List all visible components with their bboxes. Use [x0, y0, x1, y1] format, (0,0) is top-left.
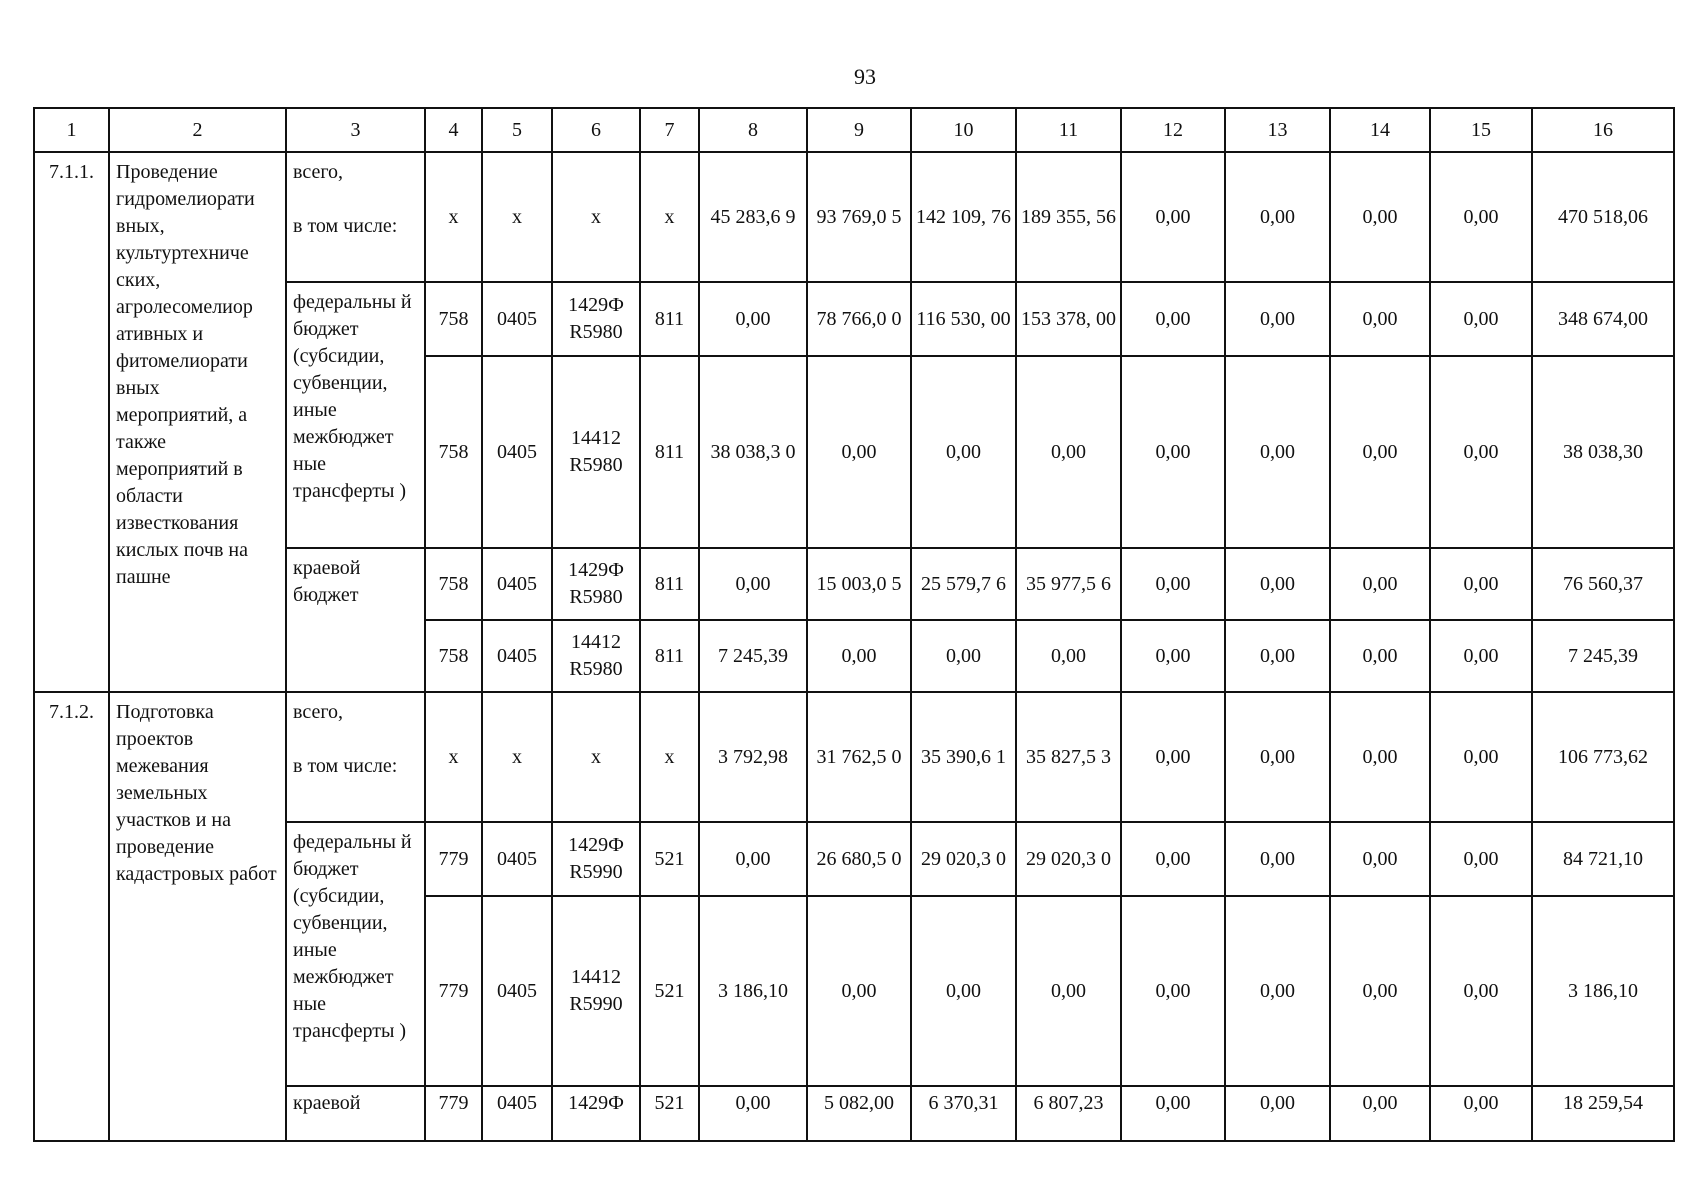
cell: 0405	[482, 896, 552, 1086]
cell: 29 020,3 0	[911, 822, 1016, 896]
cell: 1429Ф R5980	[552, 282, 640, 356]
header-cell: 5	[482, 108, 552, 152]
cell: 0,00	[1430, 356, 1532, 548]
cell: 6 807,23	[1016, 1086, 1121, 1141]
incl-label: в том числе:	[293, 215, 398, 237]
cell: 0405	[482, 1086, 552, 1141]
cell: 0,00	[1225, 1086, 1330, 1141]
cell: 758	[425, 620, 482, 692]
cell: 116 530, 00	[911, 282, 1016, 356]
table-row	[34, 692, 1674, 822]
cell: x	[552, 152, 640, 282]
cell: 0405	[482, 282, 552, 356]
cell: 78 766,0 0	[807, 282, 911, 356]
cell: 811	[640, 282, 699, 356]
cell: 758	[425, 282, 482, 356]
federal-budget-label: федеральны й бюджет (субсидии, субвенции, иные межбюджет ные трансферты )	[286, 282, 425, 548]
cell: 0,00	[1225, 822, 1330, 896]
cell: 14412 R5980	[552, 620, 640, 692]
cell: 0,00	[1330, 152, 1430, 282]
cell: x	[640, 692, 699, 822]
cell: 7 245,39	[699, 620, 807, 692]
cell: 0,00	[1225, 692, 1330, 822]
item-title: Проведение гидромелиорати вных, культуртехниче ских, агролесомелиор ативных и фитомелиорати вных мероприятий, а также мероприятий в области известкования кислых почв на пашне	[109, 152, 286, 692]
cell: 811	[640, 356, 699, 548]
cell: 0,00	[1225, 548, 1330, 620]
cell: 5 082,00	[807, 1086, 911, 1141]
cell: 779	[425, 1086, 482, 1141]
cell: 0,00	[807, 356, 911, 548]
cell: 18 259,54	[1532, 1086, 1674, 1141]
cell: 0,00	[1016, 356, 1121, 548]
cell: 0,00	[1121, 1086, 1225, 1141]
cell: 15 003,0 5	[807, 548, 911, 620]
header-cell: 13	[1225, 108, 1330, 152]
cell: 0,00	[1121, 896, 1225, 1086]
header-cell: 8	[699, 108, 807, 152]
cell: x	[482, 152, 552, 282]
cell: x	[640, 152, 699, 282]
cell: 0,00	[1430, 152, 1532, 282]
cell: 470 518,06	[1532, 152, 1674, 282]
cell: 0,00	[1225, 896, 1330, 1086]
header-cell: 11	[1016, 108, 1121, 152]
cell: 1429Ф R5980	[552, 548, 640, 620]
cell: 0,00	[699, 282, 807, 356]
header-cell: 1	[34, 108, 109, 152]
cell: 76 560,37	[1532, 548, 1674, 620]
table-row	[34, 152, 1674, 282]
cell: 0,00	[1330, 896, 1430, 1086]
cell: 0,00	[807, 620, 911, 692]
cell: 0,00	[1330, 692, 1430, 822]
cell: 25 579,7 6	[911, 548, 1016, 620]
cell: 0,00	[1430, 620, 1532, 692]
cell: 38 038,3 0	[699, 356, 807, 548]
cell: 0,00	[911, 896, 1016, 1086]
cell: 38 038,30	[1532, 356, 1674, 548]
cell: x	[552, 692, 640, 822]
cell: 31 762,5 0	[807, 692, 911, 822]
header-cell: 12	[1121, 108, 1225, 152]
cell: 758	[425, 356, 482, 548]
cell: 0,00	[1430, 692, 1532, 822]
cell: x	[482, 692, 552, 822]
cell: 0,00	[1330, 548, 1430, 620]
cell: 0,00	[911, 620, 1016, 692]
header-cell: 14	[1330, 108, 1430, 152]
cell: 0,00	[1016, 896, 1121, 1086]
cell: 0,00	[911, 356, 1016, 548]
incl-label: в том числе:	[293, 755, 398, 777]
header-cell: 6	[552, 108, 640, 152]
cell: 1429Ф R5990	[552, 822, 640, 896]
federal-budget-label: федеральны й бюджет (субсидии, субвенции, иные межбюджет ные трансферты )	[286, 822, 425, 1086]
cell: 0,00	[1430, 822, 1532, 896]
cell: 14412 R5990	[552, 896, 640, 1086]
cell: 0,00	[1121, 356, 1225, 548]
cell: 0,00	[1430, 548, 1532, 620]
cell: 45 283,6 9	[699, 152, 807, 282]
cell: x	[425, 152, 482, 282]
cell: 0405	[482, 548, 552, 620]
header-cell: 9	[807, 108, 911, 152]
item-title: Подготовка проектов межевания земельных участков и на проведение кадастровых работ	[109, 692, 286, 1141]
cell: 84 721,10	[1532, 822, 1674, 896]
item-number: 7.1.2.	[34, 692, 109, 1141]
header-row	[34, 108, 1674, 152]
cell: 0,00	[1330, 282, 1430, 356]
cell: 0,00	[1330, 1086, 1430, 1141]
cell: 93 769,0 5	[807, 152, 911, 282]
cell: 35 827,5 3	[1016, 692, 1121, 822]
cell: 0,00	[1430, 282, 1532, 356]
funding-total-label	[286, 152, 425, 282]
cell: 0,00	[1330, 822, 1430, 896]
cell: 758	[425, 548, 482, 620]
cell: 0,00	[1330, 356, 1430, 548]
cell: 0405	[482, 356, 552, 548]
cell: 521	[640, 822, 699, 896]
cell: 3 186,10	[699, 896, 807, 1086]
cell: 0,00	[1121, 822, 1225, 896]
cell: 0,00	[807, 896, 911, 1086]
header-cell: 4	[425, 108, 482, 152]
cell: 0,00	[1121, 620, 1225, 692]
cell: 29 020,3 0	[1016, 822, 1121, 896]
cell: 35 977,5 6	[1016, 548, 1121, 620]
cell: 0,00	[1121, 282, 1225, 356]
cell: 779	[425, 822, 482, 896]
cell: 35 390,6 1	[911, 692, 1016, 822]
page-number: 93	[854, 64, 876, 89]
cell: 0,00	[699, 548, 807, 620]
cell: 26 680,5 0	[807, 822, 911, 896]
cell: 0,00	[1430, 896, 1532, 1086]
cell: 0,00	[1330, 620, 1430, 692]
cell: 779	[425, 896, 482, 1086]
cell: 0,00	[699, 822, 807, 896]
cell: 3 186,10	[1532, 896, 1674, 1086]
cell: x	[425, 692, 482, 822]
cell: 811	[640, 620, 699, 692]
cell: 0,00	[1016, 620, 1121, 692]
cell: 142 109, 76	[911, 152, 1016, 282]
header-cell: 2	[109, 108, 286, 152]
header-cell: 10	[911, 108, 1016, 152]
cell: 106 773,62	[1532, 692, 1674, 822]
cell: 811	[640, 548, 699, 620]
cell: 1429Ф	[552, 1086, 640, 1141]
cell: 521	[640, 1086, 699, 1141]
cell: 0,00	[1225, 152, 1330, 282]
cell: 0,00	[1225, 282, 1330, 356]
cell: 0,00	[1225, 356, 1330, 548]
cell: 0,00	[1225, 620, 1330, 692]
funding-total-label	[286, 692, 425, 822]
cell: 0,00	[1121, 692, 1225, 822]
total-label: всего,	[293, 701, 344, 723]
cell: 0405	[482, 620, 552, 692]
cell: 7 245,39	[1532, 620, 1674, 692]
cell: 14412 R5980	[552, 356, 640, 548]
header-cell: 3	[286, 108, 425, 152]
regional-budget-label: краевой бюджет	[286, 548, 425, 692]
cell: 3 792,98	[699, 692, 807, 822]
cell: 0,00	[1121, 548, 1225, 620]
cell: 0,00	[699, 1086, 807, 1141]
header-cell: 7	[640, 108, 699, 152]
cell: 0405	[482, 822, 552, 896]
cell: 521	[640, 896, 699, 1086]
header-cell: 16	[1532, 108, 1674, 152]
cell: 6 370,31	[911, 1086, 1016, 1141]
cell: 0,00	[1430, 1086, 1532, 1141]
cell: 153 378, 00	[1016, 282, 1121, 356]
header-cell: 15	[1430, 108, 1532, 152]
item-number: 7.1.1.	[34, 152, 109, 692]
cell: 348 674,00	[1532, 282, 1674, 356]
budget-table	[33, 107, 1675, 1142]
regional-budget-label: краевой	[286, 1086, 425, 1141]
cell: 0,00	[1121, 152, 1225, 282]
total-label: всего,	[293, 161, 344, 183]
cell: 189 355, 56	[1016, 152, 1121, 282]
